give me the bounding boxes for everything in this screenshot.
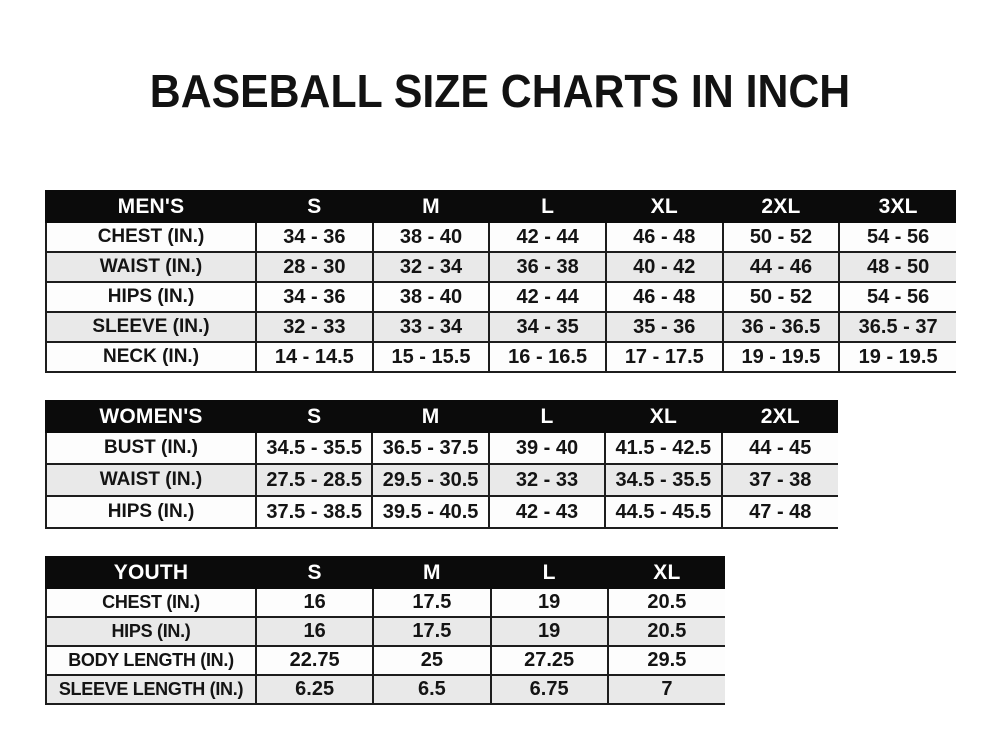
size-value-cell: 16 - 16.5: [489, 342, 606, 372]
size-column-header-s: S: [256, 557, 373, 588]
womens-size-table: [45, 400, 838, 529]
size-value-cell: 19: [491, 588, 608, 617]
table-row-hips: [46, 617, 725, 646]
youth-size-table: [45, 556, 725, 705]
size-value-cell: 44 - 46: [723, 252, 840, 282]
size-value-cell: 36.5 - 37: [839, 312, 956, 342]
youth-table-title: YOUTH: [46, 557, 256, 588]
size-value-cell: 34.5 - 35.5: [256, 432, 372, 464]
size-value-cell: 44 - 45: [722, 432, 838, 464]
size-value-cell: 36 - 36.5: [723, 312, 840, 342]
table-row-chest: [46, 222, 956, 252]
table-row-chest: [46, 588, 725, 617]
size-value-cell: 20.5: [608, 588, 725, 617]
size-column-header-xl: XL: [605, 401, 721, 432]
table-row-hips: [46, 282, 956, 312]
size-column-header-3xl: 3XL: [839, 191, 956, 222]
measure-label-cell: BUST (IN.): [46, 432, 256, 464]
youth-size-table-grid: [45, 556, 725, 705]
size-column-header-s: S: [256, 401, 372, 432]
size-value-cell: 29.5: [608, 646, 725, 675]
womens-size-table-grid: [45, 400, 838, 529]
table-row-waist: [46, 252, 956, 282]
size-value-cell: 37.5 - 38.5: [256, 496, 372, 528]
measure-label-cell: HIPS (IN.): [46, 617, 256, 646]
size-column-header-xl: XL: [606, 191, 723, 222]
size-value-cell: 38 - 40: [373, 282, 490, 312]
size-value-cell: 6.5: [373, 675, 490, 704]
womens-header-row: [46, 401, 838, 432]
measure-label-cell: HIPS (IN.): [46, 496, 256, 528]
size-value-cell: 17.5: [373, 588, 490, 617]
table-row-waist: [46, 464, 838, 496]
size-value-cell: 22.75: [256, 646, 373, 675]
size-column-header-m: M: [372, 401, 488, 432]
measure-label-cell: SLEEVE (IN.): [46, 312, 256, 342]
size-value-cell: 6.25: [256, 675, 373, 704]
measure-label-cell: CHEST (IN.): [46, 588, 256, 617]
size-value-cell: 47 - 48: [722, 496, 838, 528]
size-column-header-l: L: [489, 191, 606, 222]
size-value-cell: 6.75: [491, 675, 608, 704]
size-value-cell: 46 - 48: [606, 222, 723, 252]
size-value-cell: 17 - 17.5: [606, 342, 723, 372]
size-value-cell: 50 - 52: [723, 282, 840, 312]
measure-label-cell: CHEST (IN.): [46, 222, 256, 252]
mens-size-table: [45, 190, 956, 373]
size-value-cell: 50 - 52: [723, 222, 840, 252]
size-value-cell: 28 - 30: [256, 252, 373, 282]
measure-label-cell: SLEEVE LENGTH (IN.): [46, 675, 256, 704]
table-row-hips: [46, 496, 838, 528]
size-value-cell: 41.5 - 42.5: [605, 432, 721, 464]
youth-header-row: [46, 557, 725, 588]
size-value-cell: 34 - 36: [256, 282, 373, 312]
size-value-cell: 29.5 - 30.5: [372, 464, 488, 496]
size-column-header-l: L: [489, 401, 605, 432]
size-value-cell: 36 - 38: [489, 252, 606, 282]
size-value-cell: 54 - 56: [839, 222, 956, 252]
size-value-cell: 37 - 38: [722, 464, 838, 496]
size-value-cell: 39 - 40: [489, 432, 605, 464]
size-value-cell: 19: [491, 617, 608, 646]
measure-label-cell: WAIST (IN.): [46, 252, 256, 282]
measure-label-cell: HIPS (IN.): [46, 282, 256, 312]
size-value-cell: 42 - 44: [489, 282, 606, 312]
size-value-cell: 16: [256, 588, 373, 617]
mens-table-title: MEN'S: [46, 191, 256, 222]
measure-label-cell: BODY LENGTH (IN.): [46, 646, 256, 675]
size-value-cell: 20.5: [608, 617, 725, 646]
size-value-cell: 14 - 14.5: [256, 342, 373, 372]
size-column-header-2xl: 2XL: [722, 401, 838, 432]
size-value-cell: 34 - 36: [256, 222, 373, 252]
size-value-cell: 48 - 50: [839, 252, 956, 282]
size-value-cell: 25: [373, 646, 490, 675]
measure-label-cell: WAIST (IN.): [46, 464, 256, 496]
size-value-cell: 40 - 42: [606, 252, 723, 282]
size-value-cell: 27.25: [491, 646, 608, 675]
table-row-sleeve-length: [46, 675, 725, 704]
size-value-cell: 34.5 - 35.5: [605, 464, 721, 496]
mens-size-table-grid: [45, 190, 956, 373]
page-title: BASEBALL SIZE CHARTS IN INCH: [149, 65, 851, 117]
table-row-body-length: [46, 646, 725, 675]
size-value-cell: 32 - 33: [256, 312, 373, 342]
size-value-cell: 38 - 40: [373, 222, 490, 252]
womens-table-title: WOMEN'S: [46, 401, 256, 432]
size-value-cell: 19 - 19.5: [723, 342, 840, 372]
table-row-neck: [46, 342, 956, 372]
size-value-cell: 33 - 34: [373, 312, 490, 342]
table-row-bust: [46, 432, 838, 464]
size-value-cell: 44.5 - 45.5: [605, 496, 721, 528]
size-value-cell: 39.5 - 40.5: [372, 496, 488, 528]
size-value-cell: 32 - 33: [489, 464, 605, 496]
size-column-header-xl: XL: [608, 557, 725, 588]
size-column-header-s: S: [256, 191, 373, 222]
table-row-sleeve: [46, 312, 956, 342]
size-value-cell: 42 - 43: [489, 496, 605, 528]
size-value-cell: 42 - 44: [489, 222, 606, 252]
size-value-cell: 54 - 56: [839, 282, 956, 312]
size-value-cell: 46 - 48: [606, 282, 723, 312]
size-column-header-m: M: [373, 191, 490, 222]
size-value-cell: 19 - 19.5: [839, 342, 956, 372]
size-value-cell: 34 - 35: [489, 312, 606, 342]
size-value-cell: 17.5: [373, 617, 490, 646]
size-value-cell: 16: [256, 617, 373, 646]
size-column-header-l: L: [491, 557, 608, 588]
measure-label-cell: NECK (IN.): [46, 342, 256, 372]
size-column-header-m: M: [373, 557, 490, 588]
size-column-header-2xl: 2XL: [723, 191, 840, 222]
size-value-cell: 36.5 - 37.5: [372, 432, 488, 464]
size-value-cell: 35 - 36: [606, 312, 723, 342]
size-value-cell: 27.5 - 28.5: [256, 464, 372, 496]
mens-header-row: [46, 191, 956, 222]
size-value-cell: 7: [608, 675, 725, 704]
size-value-cell: 32 - 34: [373, 252, 490, 282]
size-value-cell: 15 - 15.5: [373, 342, 490, 372]
